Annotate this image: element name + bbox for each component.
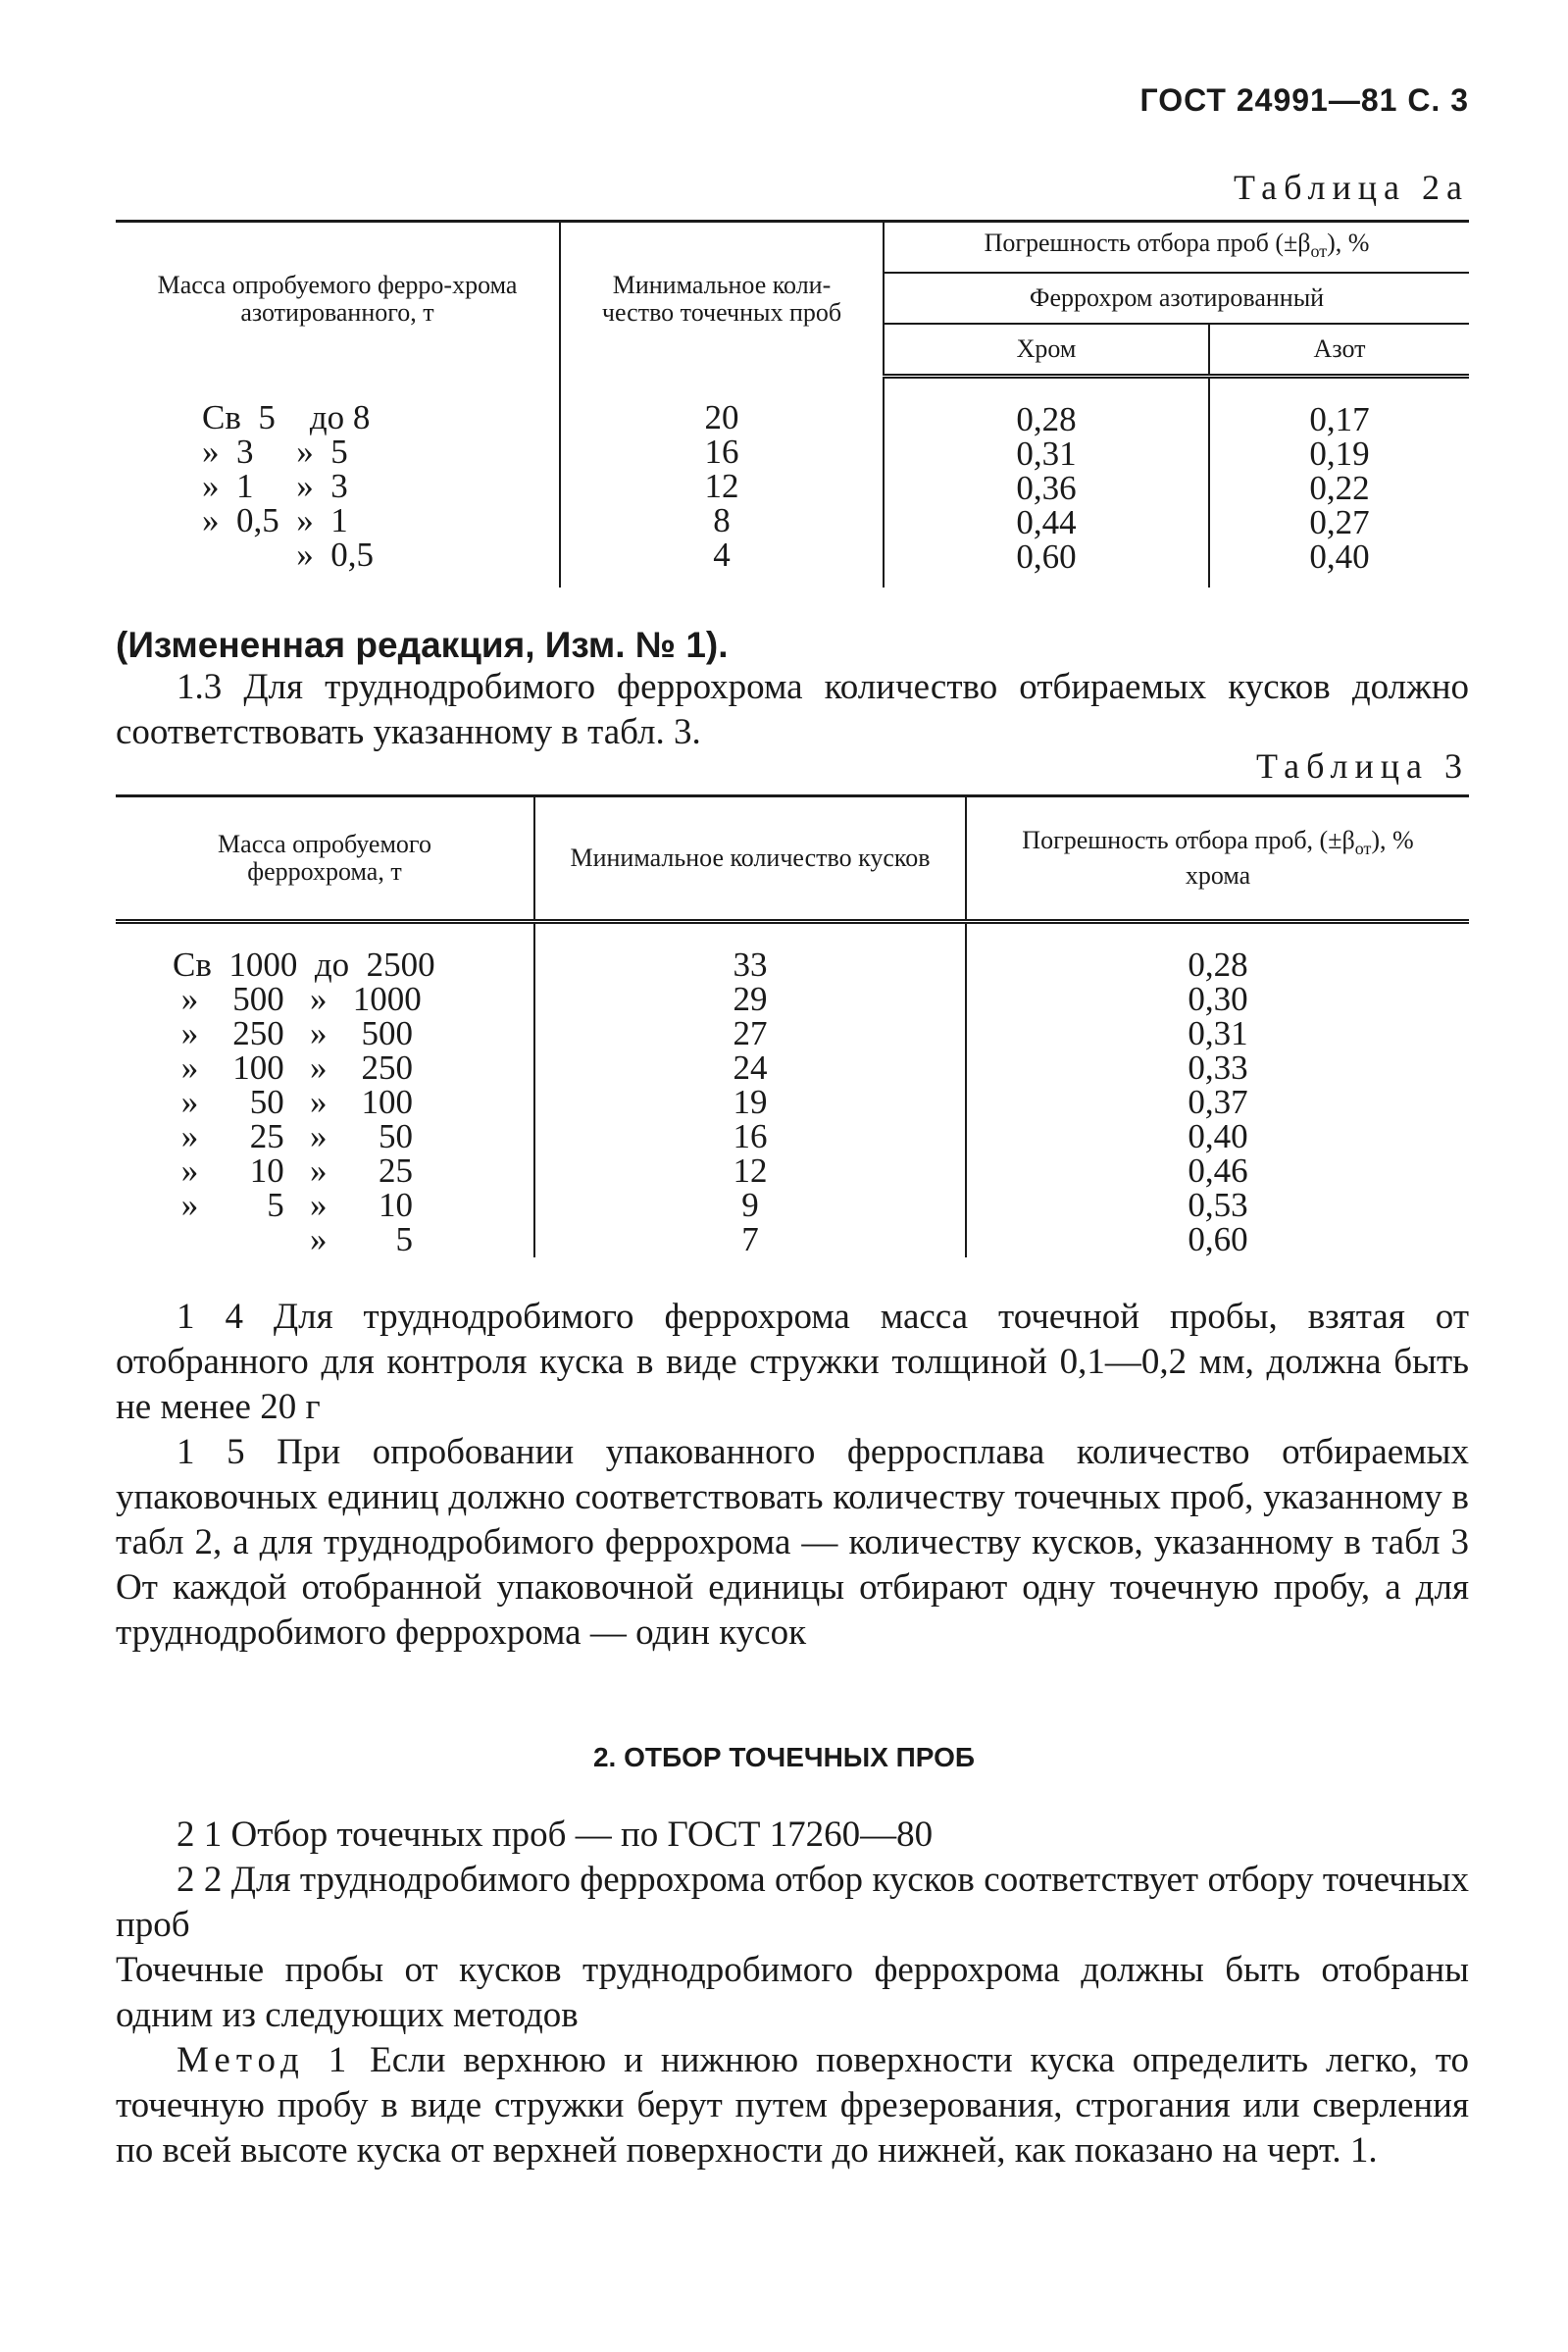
error-column: 0,28 0,30 0,31 0,33 0,37 0,40 0,46 0,53 0,60 [966,922,1469,1258]
paragraph-1-3: 1.3 Для труднодробимого феррохрома количество отбираемых кусков должно соответствовать указанному в табл. 3. [116,667,1469,752]
table-row: » 0,5 » 1 [202,500,348,539]
azot-column: 0,17 0,19 0,22 0,27 0,40 [1209,377,1469,588]
header-azot: Азот [1209,324,1469,377]
paragraph-2-2: 2 2 Для труднодробимого феррохрома отбор кусков соответствует отбору точечных проб [116,1860,1469,1945]
table-row: » 50 » 100 [173,1083,413,1121]
table-row: » 10 » 25 [173,1151,413,1190]
header-error: Погрешность отбора проб, $(\pm\beta_{от})$, % хрома [966,796,1469,922]
section-2-title: 2. ОТБОР ТОЧЕЧНЫХ ПРОБ [592,1742,975,1772]
table-row: » 500 » 1000 [173,980,422,1018]
method-text: Если верхнюю и нижнюю поверхности куска определить легко, то точечную пробу в виде стружки берут путем фрезерования, строгания или сверления по всей высоте куска от верхней поверхности до нижней, как показано на черт. 1. [116,2040,1469,2171]
table-row: » 100 » 250 [173,1048,413,1087]
paragraph-method-1 [116,2038,1469,2173]
table-3 [116,794,1469,1257]
paragraph-2-2-methods: Точечные пробы от кусков труднодробимого феррохрома должны быть отобраны одним из следующих методов [116,1950,1469,2035]
header-mass: Масса опробуемого феррохрома, т [116,796,534,922]
changed-note: (Измененная редакция, Изм. № 1). [116,625,729,665]
table-row: » 3 » 5 [202,432,348,471]
table-row: » 0,5 [202,535,374,574]
method-label: Метод 1 [177,2040,353,2080]
min-column: 20 16 12 8 4 [560,377,884,588]
table-row: » 5 » 10 [173,1186,413,1224]
paragraph-1-4: 1 4 Для труднодробимого феррохрома масса точечной пробы, взятая от отобранного для контроля куска в виде стружки толщиной 0,1—0,2 мм, должна быть не менее 20 г [116,1297,1469,1427]
mass-column [116,922,534,1258]
page-header: ГОСТ 24991—81 С. 3 [1139,82,1469,118]
table-row: Св 5 до 8 [202,397,371,436]
table-row: » 5 [173,1220,413,1258]
paragraph-1-5: 1 5 При опробовании упакованного ферросплава количество отбираемых упаковочных единиц должно соответствовать количеству точечных проб, указанному в табл 2, а для труднодробимого феррохрома — количеству кусков, указанному в табл 3 От каждой отобранной упаковочной единицы отбирают одну точечную пробу, а для труднодробимого феррохрома — один кусок [116,1432,1469,1653]
table-row: » 250 » 500 [173,1014,413,1052]
chrom-column: 0,28 0,31 0,36 0,44 0,60 [884,377,1209,588]
header-min-count: Минимальное количество кусков [534,796,966,922]
header-group: Феррохром азотированный [884,273,1469,324]
header-chrom: Хром [884,324,1209,377]
table-2a [116,220,1469,588]
table-row: » 25 » 50 [173,1117,413,1155]
header-mass: Масса опробуемого ферро-хрома азотированного, т [157,271,518,328]
table-3-caption: Таблица 3 [1256,746,1469,786]
table-row: Св 1000 до 2500 [173,946,435,984]
header-error: Погрешность отбора проб $(\pm\beta_{от})$, % [884,222,1469,274]
table-row: » 1 » 3 [202,466,348,505]
header-min-count: Минимальное коли-чество точечных проб [560,222,884,377]
min-column: 33 29 27 24 19 16 12 9 7 [534,922,966,1258]
mass-column [116,377,560,588]
paragraph-2-1: 2 1 Отбор точечных проб — по ГОСТ 17260—80 [177,1815,934,1855]
table-2a-caption: Таблица 2а [1234,168,1469,207]
